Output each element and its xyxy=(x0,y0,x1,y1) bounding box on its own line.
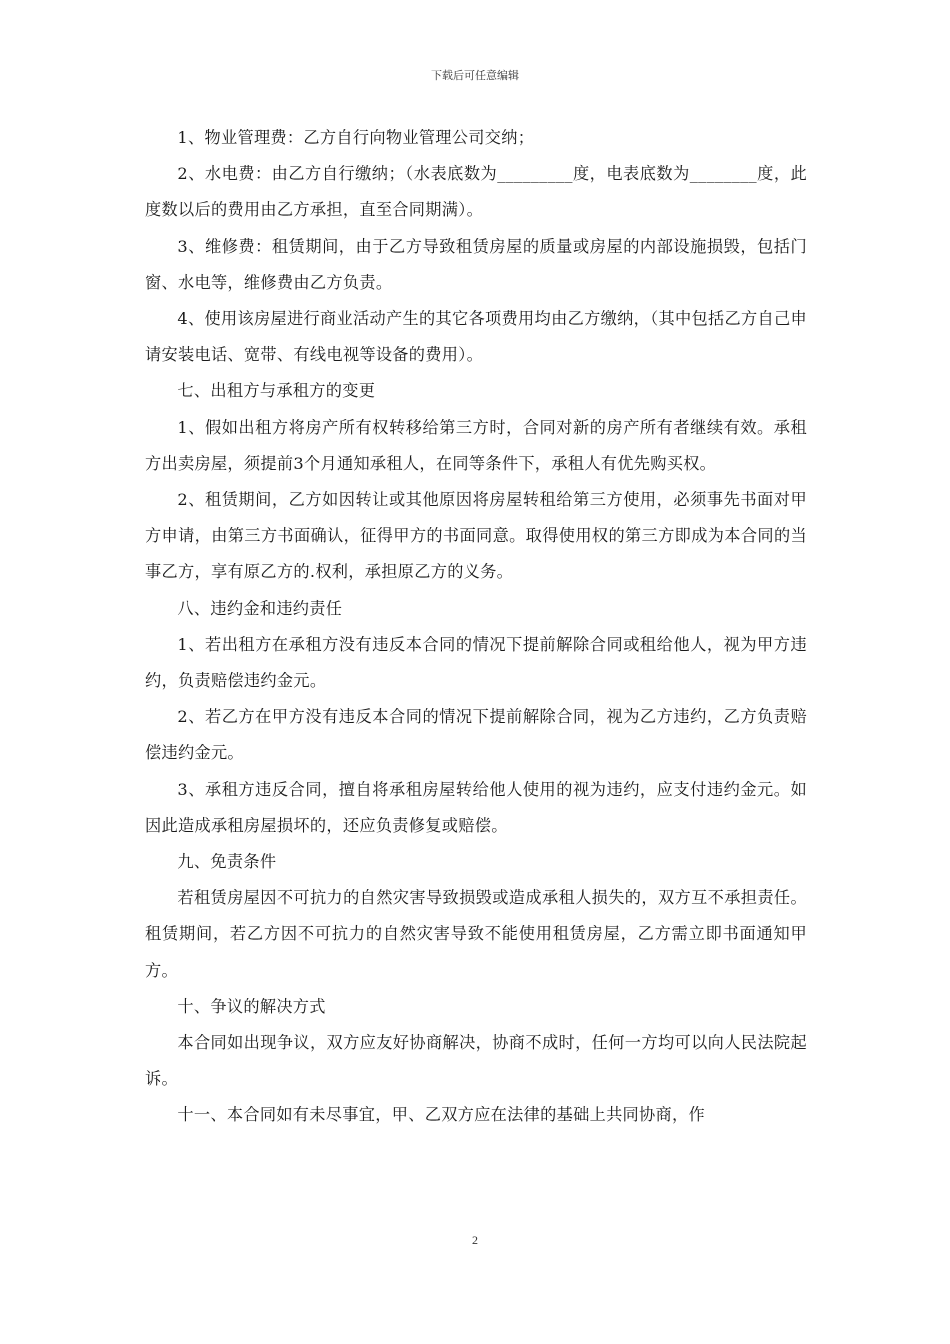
paragraph-other-fees: 4、使用该房屋进行商业活动产生的其它各项费用均由乙方缴纳，（其中包括乙方自己申请安装电话、宽带、有线电视等设备的费用）。 xyxy=(145,309,807,365)
paragraph-ownership-transfer: 1、假如出租方将房产所有权转移给第三方时，合同对新的房产所有者继续有效。承租方出卖房屋，须提前3个月通知承租人，在同等条件下，承租人有优先购买权。 xyxy=(145,417,807,473)
section-heading-exemption: 九、免责条件 xyxy=(177,852,277,872)
section-heading-dispute: 十、争议的解决方式 xyxy=(177,996,326,1016)
section-heading-change: 七、出租方与承租方的变更 xyxy=(177,381,376,401)
paragraph-sublease: 2、租赁期间，乙方如因转让或其他原因将房屋转租给第三方使用，必须事先书面对甲方申请，由第三方书面确认，征得甲方的书面同意。取得使用权的第三方即成为本合同的当事乙方，享有原乙方的.权利，承担原乙方的义务。 xyxy=(145,490,807,582)
page-number: 2 xyxy=(472,1233,478,1247)
page-header: 下载后可任意编辑 xyxy=(431,69,519,82)
paragraph-force-majeure: 若租赁房屋因不可抗力的自然灾害导致损毁或造成承租人损失的，双方互不承担责任。租赁期间，若乙方因不可抗力的自然灾害导致不能使用租赁房屋，乙方需立即书面通知甲方。 xyxy=(145,888,807,980)
paragraph-unauthorized-sublet: 3、承租方违反合同，擅自将承租房屋转给他人使用的视为违约，应支付违约金元。如因此造成承租房屋损坏的，还应负责修复或赔偿。 xyxy=(145,779,807,835)
document-body xyxy=(145,120,807,1134)
paragraph-lessee-breach: 2、若乙方在甲方没有违反本合同的情况下提前解除合同，视为乙方违约，乙方负责赔偿违约金元。 xyxy=(145,707,807,763)
section-heading-liability: 八、违约金和违约责任 xyxy=(177,598,343,618)
paragraph-dispute-resolution: 本合同如出现争议，双方应友好协商解决，协商不成时，任何一方均可以向人民法院起诉。 xyxy=(145,1033,807,1089)
paragraph-maintenance-fee: 3、维修费：租赁期间，由于乙方导致租赁房屋的质量或房屋的内部设施损毁，包括门窗、水电等，维修费由乙方负责。 xyxy=(145,236,807,292)
paragraph-property-fee: 1、物业管理费：乙方自行向物业管理公司交纳； xyxy=(177,128,535,147)
paragraph-utility-fee: 2、水电费：由乙方自行缴纳；（水表底数为_________度，电表底数为________度，此度数以后的费用由乙方承担，直至合同期满）。 xyxy=(145,164,807,220)
paragraph-supplementary: 十一、本合同如有未尽事宜，甲、乙双方应在法律的基础上共同协商，作 xyxy=(177,1105,705,1125)
paragraph-lessor-breach: 1、若出租方在承租方没有违反本合同的情况下提前解除合同或租给他人，视为甲方违约，负责赔偿违约金元。 xyxy=(145,634,807,691)
